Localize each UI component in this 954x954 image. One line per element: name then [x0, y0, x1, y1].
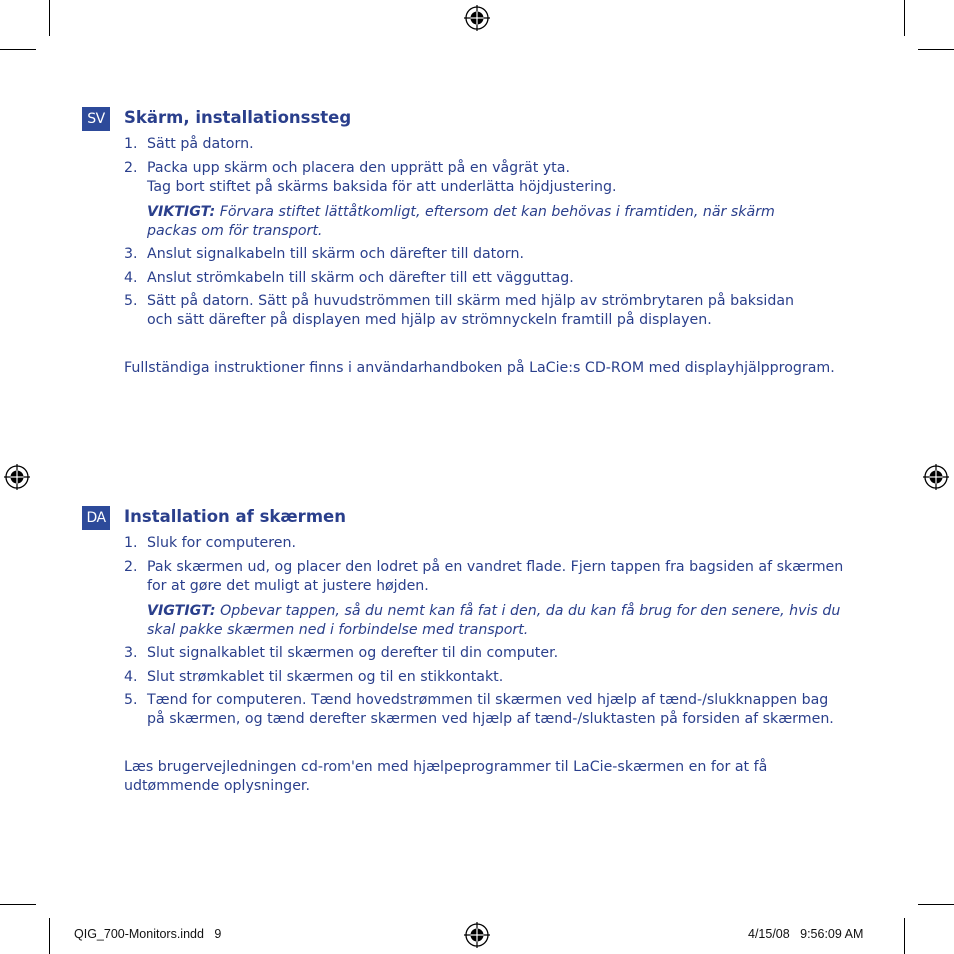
step-number: 4. — [124, 668, 138, 685]
note-text: Opbevar tappen, så du nemt kan få fat i den, da du kan få brug for den senere, hvis du skal pakke skærmen ned i forbindelse med transport. — [147, 602, 841, 638]
step-text: Slut signalkablet til skærmen og derefter til din computer. — [147, 645, 559, 661]
step-text: Pak skærmen ud, og placer den lodret på en vandret flade. Fjern tappen fra bagsiden af skærmen for at gøre det muligt at justere højden. — [147, 558, 844, 594]
important-note — [147, 203, 884, 241]
list-item — [124, 668, 884, 687]
step-number: 5. — [124, 293, 138, 309]
list-item — [124, 245, 884, 264]
step-number: 3. — [124, 645, 138, 661]
crop-mark — [904, 918, 905, 954]
registration-mark-icon — [4, 464, 30, 490]
step-text: Sätt på datorn. — [147, 136, 254, 152]
step-text: Sluk for computeren. — [147, 535, 297, 551]
list-item — [124, 558, 884, 640]
note-label: VIKTIGT: — [147, 203, 216, 220]
footnote: Læs brugervejledningen cd-rom'en med hjælpeprogrammer til LaCie-skærmen en for at få udtømmende oplysninger. — [124, 759, 768, 794]
list-item — [124, 159, 884, 241]
crop-mark — [918, 49, 954, 50]
step-number: 5. — [124, 692, 138, 708]
important-note — [147, 602, 884, 640]
crop-mark — [904, 0, 905, 36]
registration-mark-icon — [464, 5, 490, 31]
step-text: Anslut strömkabeln till skärm och därefter till ett vägguttag. — [147, 269, 574, 286]
note-label: VIGTIGT: — [147, 602, 216, 619]
list-item — [124, 292, 884, 330]
registration-mark-icon — [923, 464, 949, 490]
language-badge: DA — [82, 506, 110, 530]
crop-mark — [0, 904, 36, 905]
step-text: Tænd for computeren. Tænd hovedstrømmen til skærmen ved hjælp af tænd-/slukknappen bag på skærmen, og tænd derefter skærmen ved hjælp af tænd-/sluktasten på forsiden af skærmen. — [147, 692, 834, 727]
registration-mark-icon — [464, 922, 490, 948]
list-item — [124, 691, 884, 729]
step-list — [124, 135, 884, 335]
step-number: 2. — [124, 558, 138, 575]
list-item — [124, 269, 884, 288]
slug-timestamp: 4/15/08 9:56:09 AM — [748, 927, 864, 941]
list-item — [124, 135, 884, 154]
crop-mark — [49, 0, 50, 36]
slug-filename: QIG_700-Monitors.indd 9 — [74, 927, 222, 941]
step-text: Slut strømkablet til skærmen og til en stikkontakt. — [147, 668, 504, 685]
step-text: Sätt på datorn. Sätt på huvudströmmen till skärm med hjälp av strömbrytaren på baksidan och sätt därefter på displayen med hjälp av strömnyckeln framtill på displayen. — [147, 293, 795, 328]
section-title: Installation af skærmen — [124, 507, 346, 526]
list-item — [124, 644, 884, 663]
step-number: 2. — [124, 159, 138, 176]
crop-mark — [49, 918, 50, 954]
note-text: Förvara stiftet lättåtkomligt, eftersom det kan behövas i framtiden, när skärm packas om för transport. — [147, 203, 775, 239]
crop-mark — [918, 904, 954, 905]
list-item — [124, 534, 884, 553]
footnote: Fullständiga instruktioner finns i användarhandboken på LaCie:s CD-ROM med displayhjälpprogram. — [124, 360, 835, 376]
step-number: 1. — [124, 535, 138, 551]
step-number: 4. — [124, 269, 138, 286]
step-text: Packa upp skärm och placera den upprätt på en vågrät yta. Tag bort stiftet på skärms baksida för att underlätta höjdjustering. — [147, 159, 617, 195]
step-list — [124, 534, 884, 734]
language-badge: SV — [82, 107, 110, 131]
crop-mark — [0, 49, 36, 50]
section-title: Skärm, installationssteg — [124, 108, 352, 127]
step-number: 1. — [124, 136, 138, 152]
step-text: Anslut signalkabeln till skärm och därefter till datorn. — [147, 246, 524, 262]
step-number: 3. — [124, 246, 138, 262]
